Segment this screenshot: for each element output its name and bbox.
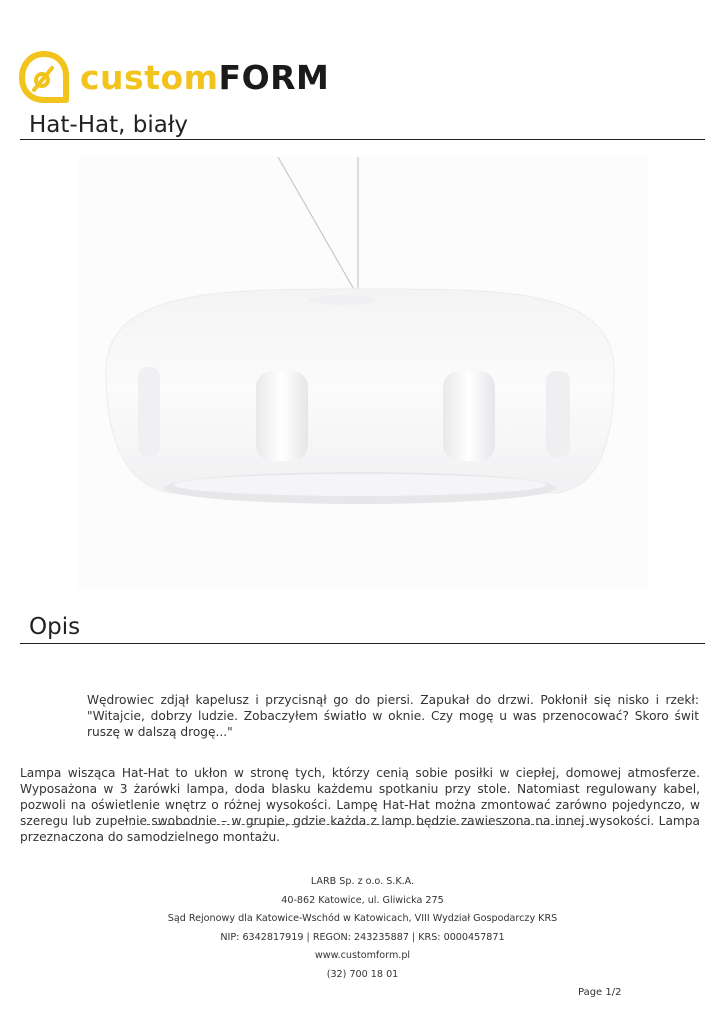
company-footer xyxy=(0,873,725,985)
product-title: Hat-Hat, biały xyxy=(29,112,188,138)
title-divider xyxy=(20,139,705,140)
customform-logo-icon xyxy=(18,50,70,104)
pendant-lamp-image xyxy=(78,157,648,589)
logo-wordmark xyxy=(80,58,329,98)
footer-company: LARB Sp. z o.o. S.K.A. xyxy=(310,876,415,887)
description-body: Lampa wisząca Hat-Hat to ukłon w stronę tych, którzy cenią sobie posiłki w ciepłej, domowej atmosferze. Wyposażona w 3 żarówki lampa, doda blasku każdemu spotkaniu przy stole. Natomiast regulowany kabel, pozwoli na oświetlenie wnętrz o różnej wysokości. Lampę Hat-Hat można zmontować zarówno pojedynczo, w szeregu lub zupełnie swobodnie – w grupie, gdzie każda z lamp będzie zawieszona na innej wysokości. Lampa przeznaczona do samodzielnego montażu. xyxy=(20,766,700,844)
footer-ids: NIP: 6342817919 | REGON: 243235887 | KRS: 0000457871 xyxy=(220,931,505,943)
description-heading: Opis xyxy=(29,614,81,640)
footer-phone: (32) 700 18 01 xyxy=(326,968,399,980)
footer-separator xyxy=(132,824,594,825)
page-number: Page 1/2 xyxy=(578,987,622,998)
logo-word-form: FORM xyxy=(218,58,330,97)
description-quote: Wędrowiec zdjął kapelusz i przycisnął go do piersi. Zapukał do drzwi. Pokłonił się nisko i rzekł: "Witajcie, dobrzy ludzie. Zobaczyłem światło w oknie. Czy mogę u was przenocować? Skoro świt ruszę w dalszą drogę..." xyxy=(87,693,699,739)
footer-address: 40-862 Katowice, ul. Gliwicka 275 xyxy=(281,894,444,906)
footer-website: www.customform.pl xyxy=(314,950,411,962)
brand-logo xyxy=(18,50,330,106)
logo-word-custom: custom xyxy=(80,58,219,97)
description-divider xyxy=(20,643,705,644)
footer-court: Sąd Rejonowy dla Katowice-Wschód w Katowicach, VIII Wydział Gospodarczy KRS xyxy=(167,913,558,925)
